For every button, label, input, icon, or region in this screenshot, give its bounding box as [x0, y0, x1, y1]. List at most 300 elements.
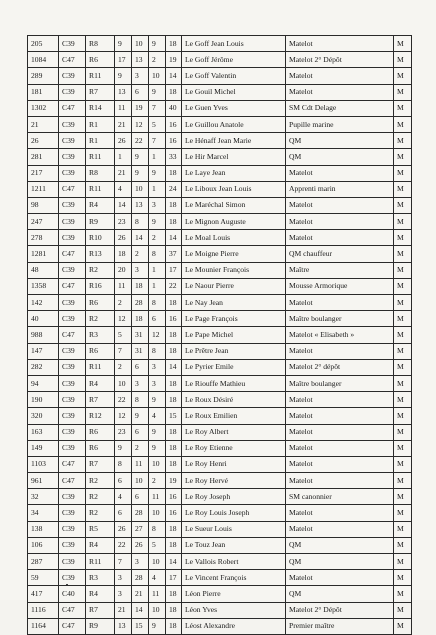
- code-cell: C39: [59, 343, 86, 359]
- status-cell: M: [394, 84, 412, 100]
- id-cell: 281: [28, 149, 59, 165]
- age-cell: 18: [166, 618, 182, 634]
- id-cell: 988: [28, 327, 59, 343]
- table-row: [28, 505, 412, 521]
- number-cell: 13: [132, 52, 149, 68]
- month-cell: 7: [149, 100, 166, 116]
- id-cell: 1116: [28, 602, 59, 618]
- number-cell: 3: [132, 262, 149, 278]
- number-cell: 3: [132, 375, 149, 391]
- rank-cell: Premier maître: [286, 618, 394, 634]
- rank-cell: QM: [286, 554, 394, 570]
- id-cell: 320: [28, 408, 59, 424]
- month-cell: 11: [149, 489, 166, 505]
- table-row: [28, 100, 412, 116]
- name-cell: Le Vincent François: [182, 570, 286, 586]
- age-cell: 14: [166, 68, 182, 84]
- register-cell: R12: [86, 408, 115, 424]
- code-cell: C39: [59, 230, 86, 246]
- table-row: [28, 489, 412, 505]
- status-cell: M: [394, 36, 412, 52]
- id-cell: 94: [28, 375, 59, 391]
- age-cell: 33: [166, 149, 182, 165]
- age-cell: 14: [166, 554, 182, 570]
- number-cell: 3: [132, 554, 149, 570]
- id-cell: 181: [28, 84, 59, 100]
- code-cell: C39: [59, 262, 86, 278]
- code-cell: C47: [59, 100, 86, 116]
- rank-cell: Matelot: [286, 505, 394, 521]
- rank-cell: Maître boulanger: [286, 375, 394, 391]
- table-row: [28, 473, 412, 489]
- month-cell: 1: [149, 149, 166, 165]
- number-cell: 18: [132, 311, 149, 327]
- age-cell: 18: [166, 343, 182, 359]
- age-cell: 18: [166, 602, 182, 618]
- age-cell: 16: [166, 133, 182, 149]
- code-cell: C39: [59, 36, 86, 52]
- age-cell: 18: [166, 456, 182, 472]
- number-cell: 28: [132, 505, 149, 521]
- number-cell: 9: [132, 408, 149, 424]
- number-cell: 2: [132, 246, 149, 262]
- code-cell: C39: [59, 505, 86, 521]
- id-cell: 1211: [28, 181, 59, 197]
- rank-cell: Matelot: [286, 440, 394, 456]
- day-cell: 4: [115, 181, 132, 197]
- code-cell: C39: [59, 311, 86, 327]
- register-cell: R6: [86, 295, 115, 311]
- status-cell: M: [394, 214, 412, 230]
- age-cell: 18: [166, 165, 182, 181]
- number-cell: 6: [132, 84, 149, 100]
- id-cell: 205: [28, 36, 59, 52]
- number-cell: 10: [132, 36, 149, 52]
- id-cell: 190: [28, 392, 59, 408]
- status-cell: M: [394, 570, 412, 586]
- register-cell: R2: [86, 473, 115, 489]
- day-cell: 9: [115, 68, 132, 84]
- table-row: [28, 537, 412, 553]
- table-row: [28, 36, 412, 52]
- name-cell: Le Roy Hervé: [182, 473, 286, 489]
- day-cell: 6: [115, 505, 132, 521]
- rank-cell: Matelot 2° Dépôt: [286, 602, 394, 618]
- month-cell: 3: [149, 359, 166, 375]
- code-cell: C39: [59, 440, 86, 456]
- age-cell: 16: [166, 311, 182, 327]
- rank-cell: SM Cdt Delage: [286, 100, 394, 116]
- register-cell: R6: [86, 424, 115, 440]
- rank-cell: Matelot « Elisabeth »: [286, 327, 394, 343]
- status-cell: M: [394, 343, 412, 359]
- register-cell: R13: [86, 246, 115, 262]
- status-cell: M: [394, 408, 412, 424]
- id-cell: 149: [28, 440, 59, 456]
- age-cell: 18: [166, 84, 182, 100]
- register-cell: R5: [86, 521, 115, 537]
- name-cell: Le Goff Valentin: [182, 68, 286, 84]
- age-cell: 15: [166, 408, 182, 424]
- status-cell: M: [394, 359, 412, 375]
- month-cell: 9: [149, 424, 166, 440]
- month-cell: 2: [149, 52, 166, 68]
- day-cell: 1: [115, 149, 132, 165]
- month-cell: 8: [149, 295, 166, 311]
- number-cell: 9: [132, 149, 149, 165]
- table-row: [28, 392, 412, 408]
- month-cell: 1: [149, 262, 166, 278]
- code-cell: C47: [59, 246, 86, 262]
- code-cell: C39: [59, 375, 86, 391]
- status-cell: M: [394, 489, 412, 505]
- status-cell: M: [394, 456, 412, 472]
- day-cell: 11: [115, 100, 132, 116]
- status-cell: M: [394, 295, 412, 311]
- rank-cell: SM canonnier: [286, 489, 394, 505]
- table-row: [28, 456, 412, 472]
- status-cell: M: [394, 618, 412, 634]
- number-cell: 8: [132, 214, 149, 230]
- register-cell: R4: [86, 375, 115, 391]
- table-row: [28, 133, 412, 149]
- name-cell: Le Roy Albert: [182, 424, 286, 440]
- day-cell: 12: [115, 311, 132, 327]
- register-cell: R8: [86, 165, 115, 181]
- number-cell: 31: [132, 327, 149, 343]
- code-cell: C47: [59, 278, 86, 294]
- rank-cell: Matelot: [286, 343, 394, 359]
- month-cell: 8: [149, 343, 166, 359]
- register-cell: R16: [86, 278, 115, 294]
- id-cell: 217: [28, 165, 59, 181]
- month-cell: 9: [149, 392, 166, 408]
- name-cell: Le Roy Henri: [182, 456, 286, 472]
- id-cell: 98: [28, 197, 59, 213]
- number-cell: 14: [132, 230, 149, 246]
- number-cell: 15: [132, 618, 149, 634]
- day-cell: 21: [115, 602, 132, 618]
- month-cell: 9: [149, 214, 166, 230]
- age-cell: 14: [166, 230, 182, 246]
- code-cell: C47: [59, 473, 86, 489]
- register-cell: R4: [86, 586, 115, 602]
- table-row: [28, 424, 412, 440]
- month-cell: 9: [149, 36, 166, 52]
- number-cell: 28: [132, 570, 149, 586]
- status-cell: M: [394, 278, 412, 294]
- register-cell: R11: [86, 359, 115, 375]
- name-cell: Le Guen Yves: [182, 100, 286, 116]
- number-cell: 13: [132, 197, 149, 213]
- month-cell: 11: [149, 586, 166, 602]
- month-cell: 6: [149, 311, 166, 327]
- status-cell: M: [394, 246, 412, 262]
- table-row: [28, 327, 412, 343]
- name-cell: Le Liboux Jean Louis: [182, 181, 286, 197]
- register-cell: R1: [86, 116, 115, 132]
- day-cell: 9: [115, 440, 132, 456]
- number-cell: 6: [132, 359, 149, 375]
- id-cell: 138: [28, 521, 59, 537]
- status-cell: M: [394, 181, 412, 197]
- rank-cell: QM: [286, 133, 394, 149]
- number-cell: 12: [132, 116, 149, 132]
- name-cell: Le Roy Etienne: [182, 440, 286, 456]
- rank-cell: Matelot 2° Dépôt: [286, 52, 394, 68]
- month-cell: 5: [149, 537, 166, 553]
- register-cell: R3: [86, 570, 115, 586]
- rank-cell: QM chauffeur: [286, 246, 394, 262]
- code-cell: C47: [59, 327, 86, 343]
- name-cell: Le Maréchal Simon: [182, 197, 286, 213]
- month-cell: 9: [149, 440, 166, 456]
- status-cell: M: [394, 68, 412, 84]
- rank-cell: QM: [286, 537, 394, 553]
- rank-cell: Matelot 2° dépôt: [286, 359, 394, 375]
- month-cell: 9: [149, 618, 166, 634]
- number-cell: 11: [132, 456, 149, 472]
- register-cell: R9: [86, 618, 115, 634]
- day-cell: 23: [115, 424, 132, 440]
- age-cell: 16: [166, 116, 182, 132]
- register-cell: R2: [86, 489, 115, 505]
- rank-cell: Matelot: [286, 570, 394, 586]
- table-row: [28, 149, 412, 165]
- status-cell: M: [394, 554, 412, 570]
- age-cell: 18: [166, 537, 182, 553]
- day-cell: 18: [115, 246, 132, 262]
- name-cell: Le Laye Jean: [182, 165, 286, 181]
- day-cell: 9: [115, 36, 132, 52]
- id-cell: 26: [28, 133, 59, 149]
- register-cell: R1: [86, 133, 115, 149]
- name-cell: Le Pyrier Emile: [182, 359, 286, 375]
- month-cell: 4: [149, 570, 166, 586]
- code-cell: C39: [59, 133, 86, 149]
- register-cell: R6: [86, 343, 115, 359]
- name-cell: Léon Pierre: [182, 586, 286, 602]
- register-cell: R7: [86, 602, 115, 618]
- code-cell: C39: [59, 197, 86, 213]
- name-cell: Le Pape Michel: [182, 327, 286, 343]
- status-cell: M: [394, 521, 412, 537]
- table-row: [28, 52, 412, 68]
- table-row: [28, 440, 412, 456]
- table-row: [28, 116, 412, 132]
- table-row: [28, 554, 412, 570]
- code-cell: C39: [59, 295, 86, 311]
- day-cell: 11: [115, 278, 132, 294]
- register-cell: R6: [86, 440, 115, 456]
- table-row: [28, 197, 412, 213]
- id-cell: 289: [28, 68, 59, 84]
- register-cell: R6: [86, 52, 115, 68]
- day-cell: 8: [115, 456, 132, 472]
- month-cell: 10: [149, 505, 166, 521]
- register-cell: R7: [86, 456, 115, 472]
- table-row: [28, 181, 412, 197]
- month-cell: 2: [149, 230, 166, 246]
- rank-cell: Matelot: [286, 295, 394, 311]
- table-row: [28, 278, 412, 294]
- rank-cell: Matelot: [286, 197, 394, 213]
- month-cell: 10: [149, 68, 166, 84]
- day-cell: 3: [115, 570, 132, 586]
- rank-cell: Matelot: [286, 456, 394, 472]
- rank-cell: Matelot: [286, 230, 394, 246]
- day-cell: 26: [115, 521, 132, 537]
- code-cell: C39: [59, 392, 86, 408]
- number-cell: 21: [132, 586, 149, 602]
- day-cell: 7: [115, 343, 132, 359]
- age-cell: 24: [166, 181, 182, 197]
- month-cell: 10: [149, 554, 166, 570]
- code-cell: C39: [59, 489, 86, 505]
- number-cell: 22: [132, 133, 149, 149]
- name-cell: Le Prêtre Jean: [182, 343, 286, 359]
- status-cell: M: [394, 262, 412, 278]
- day-cell: 13: [115, 84, 132, 100]
- name-cell: Le Gouil Michel: [182, 84, 286, 100]
- name-cell: Le Hénaff Jean Marie: [182, 133, 286, 149]
- rank-cell: Matelot: [286, 165, 394, 181]
- table-row: [28, 165, 412, 181]
- name-cell: Le Nay Jean: [182, 295, 286, 311]
- table-row: [28, 311, 412, 327]
- table-row: [28, 570, 412, 586]
- code-cell: C39: [59, 165, 86, 181]
- status-cell: M: [394, 440, 412, 456]
- rank-cell: Matelot: [286, 214, 394, 230]
- register-cell: R14: [86, 100, 115, 116]
- day-cell: 7: [115, 554, 132, 570]
- register-cell: R11: [86, 149, 115, 165]
- id-cell: 278: [28, 230, 59, 246]
- rank-cell: Matelot: [286, 68, 394, 84]
- id-cell: 287: [28, 554, 59, 570]
- status-cell: M: [394, 505, 412, 521]
- name-cell: Le Touz Jean: [182, 537, 286, 553]
- age-cell: 18: [166, 295, 182, 311]
- month-cell: 1: [149, 278, 166, 294]
- table-row: [28, 262, 412, 278]
- name-cell: Le Roy Joseph: [182, 489, 286, 505]
- rank-cell: Matelot: [286, 84, 394, 100]
- day-cell: 23: [115, 214, 132, 230]
- status-cell: M: [394, 311, 412, 327]
- code-cell: C47: [59, 181, 86, 197]
- id-cell: 1358: [28, 278, 59, 294]
- code-cell: C39: [59, 424, 86, 440]
- day-cell: 14: [115, 197, 132, 213]
- status-cell: M: [394, 327, 412, 343]
- rank-cell: QM: [286, 586, 394, 602]
- id-cell: 1084: [28, 52, 59, 68]
- rank-cell: Mousse Armorique: [286, 278, 394, 294]
- table-row: [28, 84, 412, 100]
- register-cell: R8: [86, 36, 115, 52]
- age-cell: 18: [166, 440, 182, 456]
- month-cell: 10: [149, 602, 166, 618]
- id-cell: 1164: [28, 618, 59, 634]
- code-cell: C40: [59, 586, 86, 602]
- status-cell: M: [394, 537, 412, 553]
- status-cell: M: [394, 149, 412, 165]
- day-cell: 22: [115, 392, 132, 408]
- personnel-table: [27, 35, 412, 635]
- code-cell: C39: [59, 408, 86, 424]
- table-row: [28, 246, 412, 262]
- register-cell: R2: [86, 311, 115, 327]
- number-cell: 6: [132, 489, 149, 505]
- code-cell: C39: [59, 116, 86, 132]
- month-cell: 7: [149, 133, 166, 149]
- age-cell: 18: [166, 424, 182, 440]
- table-row: [28, 602, 412, 618]
- status-cell: M: [394, 52, 412, 68]
- code-cell: C39: [59, 68, 86, 84]
- id-cell: 961: [28, 473, 59, 489]
- register-cell: R11: [86, 554, 115, 570]
- number-cell: 8: [132, 392, 149, 408]
- id-cell: 147: [28, 343, 59, 359]
- month-cell: 9: [149, 165, 166, 181]
- scan-speck: [66, 584, 68, 585]
- name-cell: Le Sueur Louis: [182, 521, 286, 537]
- id-cell: 163: [28, 424, 59, 440]
- id-cell: 282: [28, 359, 59, 375]
- id-cell: 40: [28, 311, 59, 327]
- table-row: [28, 68, 412, 84]
- day-cell: 6: [115, 473, 132, 489]
- day-cell: 20: [115, 262, 132, 278]
- id-cell: 1281: [28, 246, 59, 262]
- register-cell: R2: [86, 505, 115, 521]
- table-row: [28, 375, 412, 391]
- code-cell: C47: [59, 456, 86, 472]
- code-cell: C47: [59, 52, 86, 68]
- code-cell: C39: [59, 537, 86, 553]
- number-cell: 3: [132, 68, 149, 84]
- code-cell: C39: [59, 214, 86, 230]
- day-cell: 21: [115, 165, 132, 181]
- age-cell: 37: [166, 246, 182, 262]
- status-cell: M: [394, 602, 412, 618]
- rank-cell: Matelot: [286, 408, 394, 424]
- id-cell: 21: [28, 116, 59, 132]
- age-cell: 16: [166, 489, 182, 505]
- name-cell: Le Goff Jean Louis: [182, 36, 286, 52]
- table-row: [28, 408, 412, 424]
- age-cell: 19: [166, 52, 182, 68]
- day-cell: 2: [115, 295, 132, 311]
- day-cell: 2: [115, 359, 132, 375]
- number-cell: 6: [132, 424, 149, 440]
- rank-cell: Maître: [286, 262, 394, 278]
- rank-cell: Maître boulanger: [286, 311, 394, 327]
- name-cell: Le Moal Louis: [182, 230, 286, 246]
- register-cell: R3: [86, 327, 115, 343]
- month-cell: 9: [149, 84, 166, 100]
- age-cell: 40: [166, 100, 182, 116]
- number-cell: 14: [132, 602, 149, 618]
- name-cell: Le Roux Désiré: [182, 392, 286, 408]
- age-cell: 18: [166, 586, 182, 602]
- status-cell: M: [394, 133, 412, 149]
- name-cell: Le Mounier François: [182, 262, 286, 278]
- day-cell: 10: [115, 375, 132, 391]
